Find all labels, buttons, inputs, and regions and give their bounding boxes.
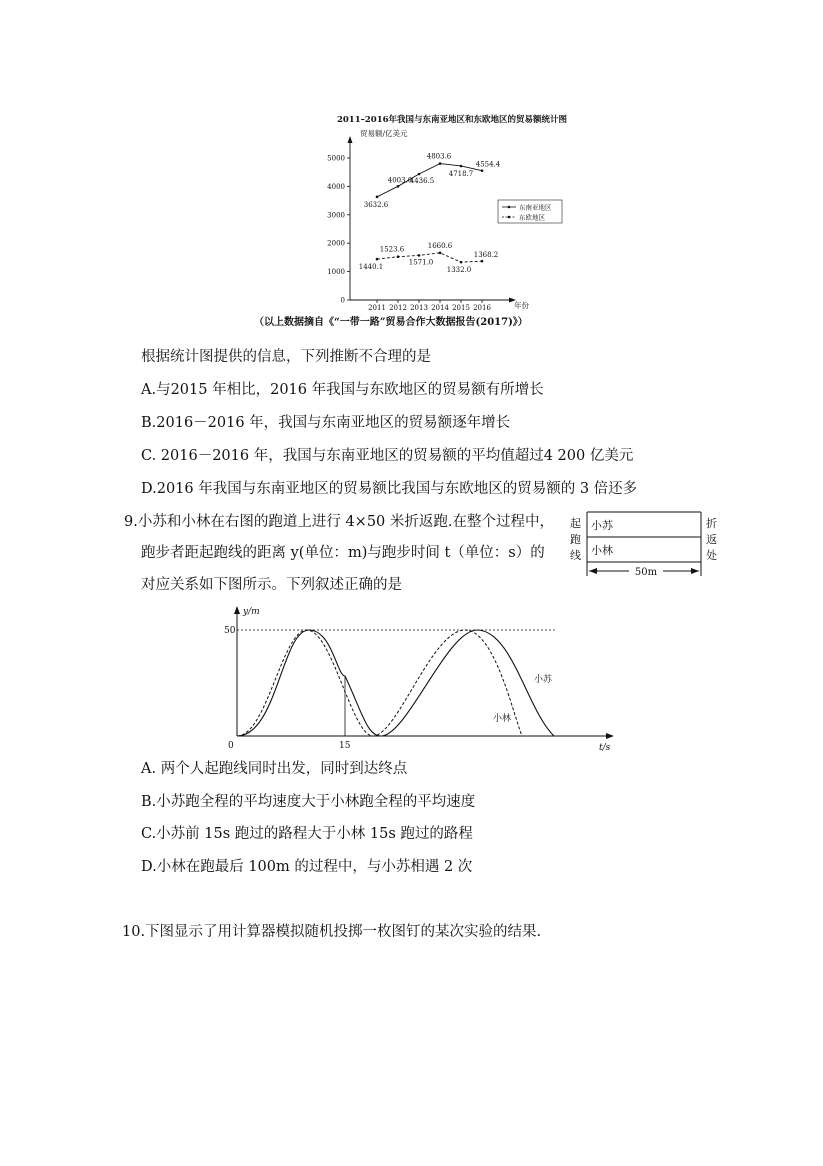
track-lane-2: 小林 <box>591 544 613 557</box>
data-point <box>376 196 379 199</box>
data-label: 3632.6 <box>363 200 389 209</box>
run-label-xiaosu: 小苏 <box>534 675 553 685</box>
legend-label-southeast-asia: 东南亚地区 <box>519 203 552 212</box>
data-label: 4436.5 <box>409 177 435 186</box>
q10-text: 10.下图显示了用计算器模拟随机投掷一枚图钉的某次实验的结果. <box>122 924 542 940</box>
data-point <box>439 252 442 255</box>
run-chart-xtick: 15 <box>339 741 351 751</box>
data-label: 1440.1 <box>358 263 384 272</box>
track-turn-2: 返 <box>706 533 717 546</box>
q9-option-c[interactable]: C.小苏前 15s 跑过的路程大于小林 15s 跑过的路程 <box>141 826 473 842</box>
q9-line-2: 跑步者距起跑线的距离 y(单位：m)与跑步时间 t（单位：s）的 <box>141 545 545 561</box>
run-curve-xiaolin <box>237 630 522 736</box>
q9-option-d[interactable]: D.小林在跑最后 100m 的过程中，与小苏相遇 2 次 <box>141 859 473 875</box>
track-length: 50m <box>634 567 658 578</box>
run-chart <box>222 600 622 755</box>
q9-option-a[interactable]: A. 两个人起跑线同时出发，同时到达终点 <box>141 761 408 777</box>
trade-chart-series <box>359 153 501 275</box>
data-point <box>397 255 400 258</box>
trade-ytick-label: 4000 <box>327 182 345 191</box>
trade-xtick-label: 2016 <box>473 304 491 312</box>
data-label: 4803.6 <box>426 152 452 161</box>
data-point <box>460 261 463 264</box>
q9-line-1: 9.小苏和小林在右图的跑道上进行 4×50 米折返跑.在整个过程中， <box>124 514 554 530</box>
run-chart-ylabel: y/m <box>243 607 260 617</box>
trade-ytick-label: 2000 <box>327 239 345 248</box>
run-chart-origin: 0 <box>228 741 234 751</box>
trade-xtick-label: 2014 <box>431 304 449 312</box>
legend-label-eastern-europe: 东欧地区 <box>519 213 545 222</box>
run-chart-xlabel: t/s <box>599 743 611 753</box>
q9-option-b[interactable]: B.小苏跑全程的平均速度大于小林跑全程的平均速度 <box>141 794 476 810</box>
track-turn-1: 折 <box>706 517 717 530</box>
trade-xtick-label: 2013 <box>410 304 428 312</box>
run-label-xiaolin: 小林 <box>493 714 512 724</box>
data-point <box>460 165 463 168</box>
data-label: 1332.0 <box>446 266 472 275</box>
trade-xtick-label: 2011 <box>368 304 386 312</box>
data-point <box>481 260 484 263</box>
q8-stem: 根据统计图提供的信息，下列推断不合理的是 <box>141 349 431 365</box>
data-point <box>397 185 400 188</box>
data-point <box>376 258 379 261</box>
track-turn-3: 处 <box>706 549 717 562</box>
data-point <box>418 254 421 257</box>
track-start-2: 跑 <box>570 533 581 546</box>
run-chart-axes <box>234 606 614 739</box>
trade-chart-legend <box>498 200 562 223</box>
data-label: 1368.2 <box>473 251 499 260</box>
trade-chart-source: （以上数据摘自《“一带一路”贸易合作大数据报告(2017)》） <box>254 317 528 328</box>
trade-chart-xticks <box>368 300 491 312</box>
track-diagram <box>569 510 721 580</box>
q8-option-a[interactable]: A.与2015 年相比，2016 年我国与东欧地区的贸易额有所增长 <box>141 382 544 398</box>
trade-ytick-label: 3000 <box>327 211 345 220</box>
trade-ytick-label: 5000 <box>327 154 345 163</box>
trade-ytick-label: 0 <box>340 296 345 305</box>
track-start-1: 起 <box>570 517 581 530</box>
data-point <box>439 162 442 165</box>
trade-xtick-label: 2015 <box>452 304 470 312</box>
data-label: 1660.6 <box>427 241 453 250</box>
trade-chart-yticks <box>327 155 350 305</box>
trade-chart-title: 2011–2016年我国与东南亚地区和东欧地区的贸易额统计图 <box>336 115 568 125</box>
track-start-3: 线 <box>570 549 581 562</box>
trade-y-arrow <box>348 136 353 143</box>
trade-ytick-label: 1000 <box>327 268 345 277</box>
data-point <box>481 169 484 172</box>
trade-chart-ylabel: 贸易额/亿美元 <box>360 129 408 138</box>
data-point <box>418 173 421 176</box>
data-label: 4003.0 <box>387 176 413 185</box>
track-lane-1: 小苏 <box>591 519 613 532</box>
q8-option-b[interactable]: B.2016－2016 年，我国与东南亚地区的贸易额逐年增长 <box>141 415 511 431</box>
q9-line-3: 对应关系如下图所示。下列叙述正确的是 <box>141 577 402 593</box>
q8-option-c[interactable]: C. 2016－2016 年，我国与东南亚地区的贸易额的平均值超过4 200 亿美元 <box>141 448 634 464</box>
data-label: 1523.6 <box>379 245 405 254</box>
data-label: 4718.7 <box>448 169 474 178</box>
data-label: 4554.4 <box>475 160 501 169</box>
data-label: 1571.0 <box>408 258 434 267</box>
q8-option-d[interactable]: D.2016 年我国与东南亚地区的贸易额比我国与东欧地区的贸易额的 3 倍还多 <box>141 481 638 497</box>
trade-chart <box>320 110 590 330</box>
trade-chart-xlabel: 年份 <box>514 301 529 310</box>
run-chart-ytick: 50 <box>224 626 236 636</box>
trade-xtick-label: 2012 <box>389 304 407 312</box>
